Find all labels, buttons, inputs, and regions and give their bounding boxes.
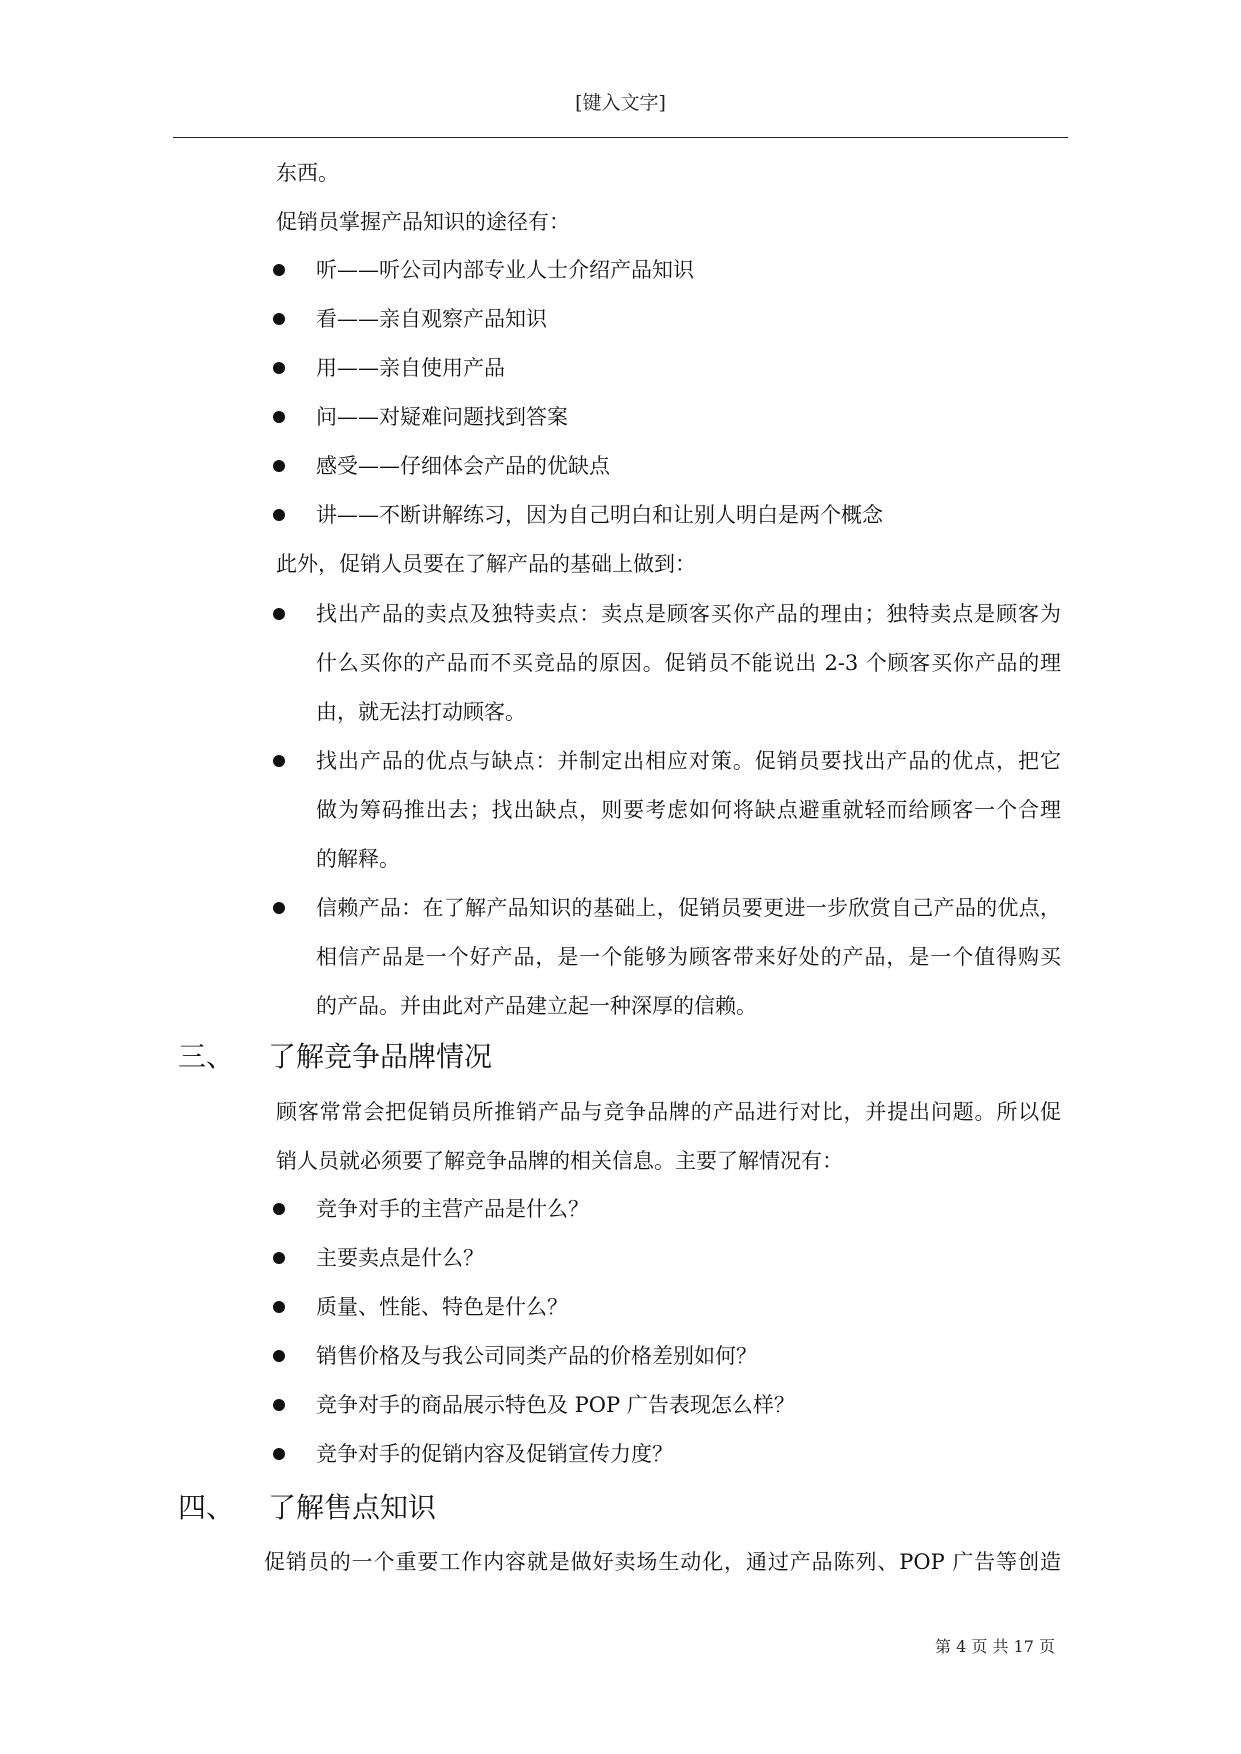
bullet-icon <box>273 902 285 914</box>
bullet-icon <box>273 608 285 620</box>
list-item: 听——听公司内部专业人士介绍产品知识 <box>316 258 694 282</box>
points-intro: 此外，促销人员要在了解产品的基础上做到： <box>276 552 696 576</box>
list-item: 质量、性能、特色是什么？ <box>316 1295 568 1319</box>
bullet-icon <box>273 1301 285 1313</box>
point-line: 什么买你的产品而不买竞品的原因。促销员不能说出 2-3 个顾客买你产品的理 <box>316 651 1061 675</box>
section-paragraph-line: 销人员就必须要了解竞争品牌的相关信息。主要了解情况有： <box>276 1149 843 1173</box>
bullet-icon <box>273 1448 285 1460</box>
list-item: 感受——仔细体会产品的优缺点 <box>316 454 610 478</box>
point-line: 信赖产品：在了解产品知识的基础上，促销员要更进一步欣赏自己产品的优点， <box>316 896 1061 920</box>
point-line: 做为筹码推出去；找出缺点，则要考虑如何将缺点避重就轻而给顾客一个合理 <box>316 798 1061 822</box>
bullet-icon <box>273 755 285 767</box>
point-line: 的产品。并由此对产品建立起一种深厚的信赖。 <box>316 994 757 1018</box>
page-number: 第 4 页 共 17 页 <box>935 1637 1055 1656</box>
list-item: 竞争对手的促销内容及促销宣传力度？ <box>316 1442 673 1466</box>
list-item: 问——对疑难问题找到答案 <box>316 405 568 429</box>
section-number: 三、 <box>178 1040 235 1073</box>
section-title: 了解竞争品牌情况 <box>268 1040 493 1073</box>
point-line: 相信产品是一个好产品，是一个能够为顾客带来好处的产品，是一个值得购买 <box>316 945 1061 969</box>
point-line: 的解释。 <box>316 847 400 871</box>
bullet-icon <box>273 1203 285 1215</box>
page-header: [键入文字] <box>575 92 666 114</box>
bullet-icon <box>273 264 285 276</box>
header-divider <box>173 137 1068 138</box>
bullet-icon <box>273 1399 285 1411</box>
ways-intro: 促销员掌握产品知识的途径有： <box>276 210 570 234</box>
list-item: 讲——不断讲解练习，因为自己明白和让别人明白是两个概念 <box>316 503 883 527</box>
point-line: 找出产品的优点与缺点：并制定出相应对策。促销员要找出产品的优点，把它 <box>316 749 1061 773</box>
list-item: 主要卖点是什么？ <box>316 1246 484 1270</box>
list-item: 销售价格及与我公司同类产品的价格差别如何？ <box>316 1344 757 1368</box>
list-item: 竞争对手的主营产品是什么？ <box>316 1197 589 1221</box>
bullet-icon <box>273 362 285 374</box>
list-item: 用——亲自使用产品 <box>316 356 505 380</box>
bullet-icon <box>273 1350 285 1362</box>
point-line: 找出产品的卖点及独特卖点：卖点是顾客买你产品的理由；独特卖点是顾客为 <box>316 602 1061 626</box>
point-line: 由，就无法打动顾客。 <box>316 700 526 724</box>
list-item: 竞争对手的商品展示特色及 POP 广告表现怎么样？ <box>316 1393 795 1417</box>
section-number: 四、 <box>178 1491 235 1524</box>
section-paragraph-line: 顾客常常会把促销员所推销产品与竞争品牌的产品进行对比，并提出问题。所以促 <box>276 1100 1061 1124</box>
bullet-icon <box>273 509 285 521</box>
section-paragraph-line: 促销员的一个重要工作内容就是做好卖场生动化，通过产品陈列、POP 广告等创造 <box>264 1550 1061 1574</box>
list-item: 看——亲自观察产品知识 <box>316 307 547 331</box>
bullet-icon <box>273 460 285 472</box>
continuation-text: 东西。 <box>276 161 339 185</box>
bullet-icon <box>273 1252 285 1264</box>
bullet-icon <box>273 313 285 325</box>
section-title: 了解售点知识 <box>268 1491 437 1524</box>
bullet-icon <box>273 411 285 423</box>
